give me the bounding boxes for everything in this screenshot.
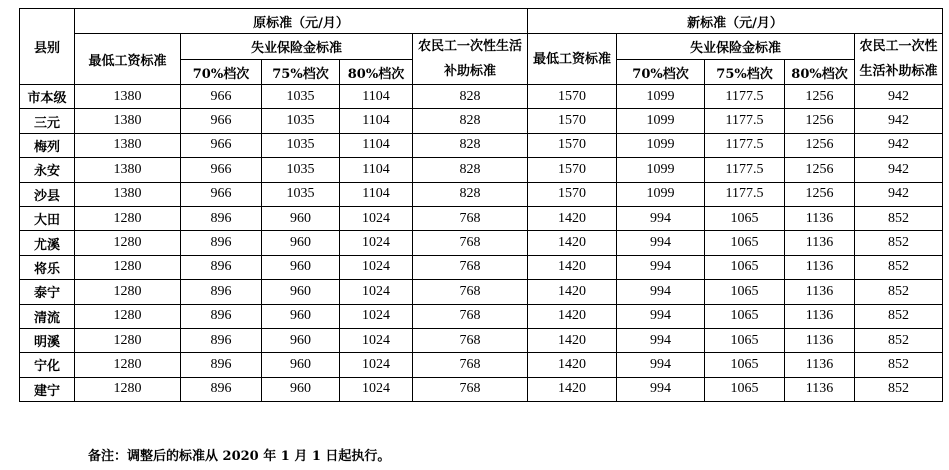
value-cell: 852 (855, 328, 943, 352)
value-cell: 828 (413, 133, 528, 157)
value-cell: 852 (855, 280, 943, 304)
value-cell: 994 (617, 304, 705, 328)
value-cell: 966 (181, 133, 262, 157)
value-cell: 942 (855, 109, 943, 133)
value-cell: 768 (413, 231, 528, 255)
value-cell: 1104 (340, 85, 413, 109)
value-cell: 1035 (262, 109, 340, 133)
value-cell: 1280 (75, 328, 181, 352)
value-cell: 852 (855, 231, 943, 255)
value-cell: 1024 (340, 231, 413, 255)
value-cell: 960 (262, 353, 340, 377)
county-cell: 梅列 (20, 133, 75, 157)
value-cell: 1099 (617, 85, 705, 109)
county-cell: 市本级 (20, 85, 75, 109)
county-cell: 宁化 (20, 353, 75, 377)
value-cell: 896 (181, 328, 262, 352)
header-new-standard: 新标准（元/月） (528, 9, 943, 34)
header-old-standard: 原标准（元/月） (75, 9, 528, 34)
value-cell: 942 (855, 182, 943, 206)
value-cell: 1136 (785, 255, 855, 279)
value-cell: 1380 (75, 182, 181, 206)
value-cell: 942 (855, 158, 943, 182)
value-cell: 1570 (528, 182, 617, 206)
value-cell: 896 (181, 377, 262, 401)
value-cell: 1104 (340, 158, 413, 182)
value-cell: 828 (413, 182, 528, 206)
value-cell: 1065 (705, 280, 785, 304)
table-row (20, 353, 943, 377)
value-cell: 1065 (705, 231, 785, 255)
value-cell: 1136 (785, 231, 855, 255)
value-cell: 1420 (528, 255, 617, 279)
value-cell: 1065 (705, 353, 785, 377)
value-cell: 1024 (340, 328, 413, 352)
header-old-min-wage: 最低工资标准 (75, 34, 181, 85)
county-cell: 建宁 (20, 377, 75, 401)
value-cell: 1104 (340, 109, 413, 133)
value-cell: 994 (617, 353, 705, 377)
value-cell: 768 (413, 377, 528, 401)
value-cell: 768 (413, 328, 528, 352)
header-new-tier-75: 75%档次 (705, 60, 785, 85)
value-cell: 828 (413, 85, 528, 109)
value-cell: 1280 (75, 304, 181, 328)
value-cell: 1065 (705, 206, 785, 230)
value-cell: 1380 (75, 109, 181, 133)
value-cell: 1099 (617, 133, 705, 157)
value-cell: 960 (262, 231, 340, 255)
value-cell: 1099 (617, 182, 705, 206)
value-cell: 768 (413, 206, 528, 230)
value-cell: 960 (262, 206, 340, 230)
value-cell: 1570 (528, 133, 617, 157)
value-cell: 960 (262, 377, 340, 401)
value-cell: 852 (855, 255, 943, 279)
table-row (20, 280, 943, 304)
value-cell: 768 (413, 353, 528, 377)
header-new-unemployment: 失业保险金标准 (617, 34, 855, 60)
value-cell: 994 (617, 206, 705, 230)
county-cell: 大田 (20, 206, 75, 230)
value-cell: 1104 (340, 182, 413, 206)
table-row (20, 85, 943, 109)
value-cell: 1099 (617, 158, 705, 182)
header-new-subsidy: 农民工一次性生活补助标准 (855, 34, 943, 85)
value-cell: 852 (855, 353, 943, 377)
value-cell: 960 (262, 280, 340, 304)
value-cell: 994 (617, 255, 705, 279)
value-cell: 1570 (528, 109, 617, 133)
value-cell: 1380 (75, 85, 181, 109)
value-cell: 1024 (340, 255, 413, 279)
value-cell: 1024 (340, 206, 413, 230)
value-cell: 1280 (75, 255, 181, 279)
value-cell: 1104 (340, 133, 413, 157)
table-row (20, 182, 943, 206)
value-cell: 852 (855, 206, 943, 230)
value-cell: 960 (262, 255, 340, 279)
value-cell: 1024 (340, 353, 413, 377)
wage-standard-table (19, 8, 943, 402)
value-cell: 768 (413, 280, 528, 304)
value-cell: 1177.5 (705, 109, 785, 133)
value-cell: 1570 (528, 158, 617, 182)
value-cell: 896 (181, 353, 262, 377)
value-cell: 1420 (528, 231, 617, 255)
value-cell: 1035 (262, 158, 340, 182)
county-cell: 清流 (20, 304, 75, 328)
table-body (20, 85, 943, 402)
value-cell: 1280 (75, 280, 181, 304)
value-cell: 1024 (340, 304, 413, 328)
value-cell: 1136 (785, 328, 855, 352)
value-cell: 1177.5 (705, 182, 785, 206)
value-cell: 1420 (528, 328, 617, 352)
county-cell: 尤溪 (20, 231, 75, 255)
table-row (20, 206, 943, 230)
value-cell: 1177.5 (705, 158, 785, 182)
county-cell: 明溪 (20, 328, 75, 352)
value-cell: 1256 (785, 182, 855, 206)
header-new-tier-80: 80%档次 (785, 60, 855, 85)
value-cell: 1136 (785, 353, 855, 377)
value-cell: 1136 (785, 304, 855, 328)
value-cell: 1065 (705, 304, 785, 328)
table-row (20, 109, 943, 133)
header-old-unemployment: 失业保险金标准 (181, 34, 413, 60)
header-new-tier-70: 70%档次 (617, 60, 705, 85)
county-cell: 将乐 (20, 255, 75, 279)
footnote: 备注：调整后的标准从 2020 年 1 月 1 日起执行。 (88, 449, 391, 464)
value-cell: 1280 (75, 377, 181, 401)
table-row (20, 377, 943, 401)
value-cell: 994 (617, 328, 705, 352)
header-new-min-wage: 最低工资标准 (528, 34, 617, 85)
value-cell: 1136 (785, 280, 855, 304)
value-cell: 1256 (785, 133, 855, 157)
value-cell: 1136 (785, 206, 855, 230)
value-cell: 1099 (617, 109, 705, 133)
county-cell: 永安 (20, 158, 75, 182)
value-cell: 1256 (785, 85, 855, 109)
county-cell: 三元 (20, 109, 75, 133)
value-cell: 1380 (75, 158, 181, 182)
value-cell: 852 (855, 377, 943, 401)
header-old-tier-75: 75%档次 (262, 60, 340, 85)
value-cell: 994 (617, 231, 705, 255)
value-cell: 1024 (340, 280, 413, 304)
value-cell: 828 (413, 158, 528, 182)
value-cell: 1065 (705, 377, 785, 401)
value-cell: 1420 (528, 304, 617, 328)
value-cell: 896 (181, 255, 262, 279)
value-cell: 1380 (75, 133, 181, 157)
value-cell: 1035 (262, 182, 340, 206)
value-cell: 994 (617, 377, 705, 401)
value-cell: 960 (262, 304, 340, 328)
value-cell: 1177.5 (705, 85, 785, 109)
value-cell: 768 (413, 255, 528, 279)
value-cell: 942 (855, 85, 943, 109)
table-row (20, 158, 943, 182)
value-cell: 1177.5 (705, 133, 785, 157)
value-cell: 960 (262, 328, 340, 352)
value-cell: 966 (181, 182, 262, 206)
header-old-tier-70: 70%档次 (181, 60, 262, 85)
value-cell: 1420 (528, 206, 617, 230)
value-cell: 994 (617, 280, 705, 304)
value-cell: 896 (181, 231, 262, 255)
county-cell: 沙县 (20, 182, 75, 206)
value-cell: 1420 (528, 280, 617, 304)
value-cell: 1570 (528, 85, 617, 109)
value-cell: 1065 (705, 328, 785, 352)
value-cell: 896 (181, 206, 262, 230)
value-cell: 1280 (75, 206, 181, 230)
value-cell: 768 (413, 304, 528, 328)
value-cell: 1136 (785, 377, 855, 401)
table-row (20, 133, 943, 157)
value-cell: 1280 (75, 353, 181, 377)
value-cell: 1065 (705, 255, 785, 279)
value-cell: 828 (413, 109, 528, 133)
value-cell: 1420 (528, 353, 617, 377)
table-row (20, 304, 943, 328)
value-cell: 966 (181, 158, 262, 182)
header-county: 县别 (20, 9, 75, 85)
table-row (20, 255, 943, 279)
value-cell: 966 (181, 109, 262, 133)
value-cell: 1035 (262, 85, 340, 109)
table-row (20, 231, 943, 255)
header-old-subsidy: 农民工一次性生活补助标准 (413, 34, 528, 85)
value-cell: 852 (855, 304, 943, 328)
value-cell: 896 (181, 304, 262, 328)
county-cell: 泰宁 (20, 280, 75, 304)
value-cell: 966 (181, 85, 262, 109)
value-cell: 1256 (785, 158, 855, 182)
value-cell: 896 (181, 280, 262, 304)
value-cell: 1420 (528, 377, 617, 401)
value-cell: 1024 (340, 377, 413, 401)
header-old-tier-80: 80%档次 (340, 60, 413, 85)
value-cell: 1280 (75, 231, 181, 255)
table-row (20, 328, 943, 352)
value-cell: 1035 (262, 133, 340, 157)
value-cell: 1256 (785, 109, 855, 133)
value-cell: 942 (855, 133, 943, 157)
